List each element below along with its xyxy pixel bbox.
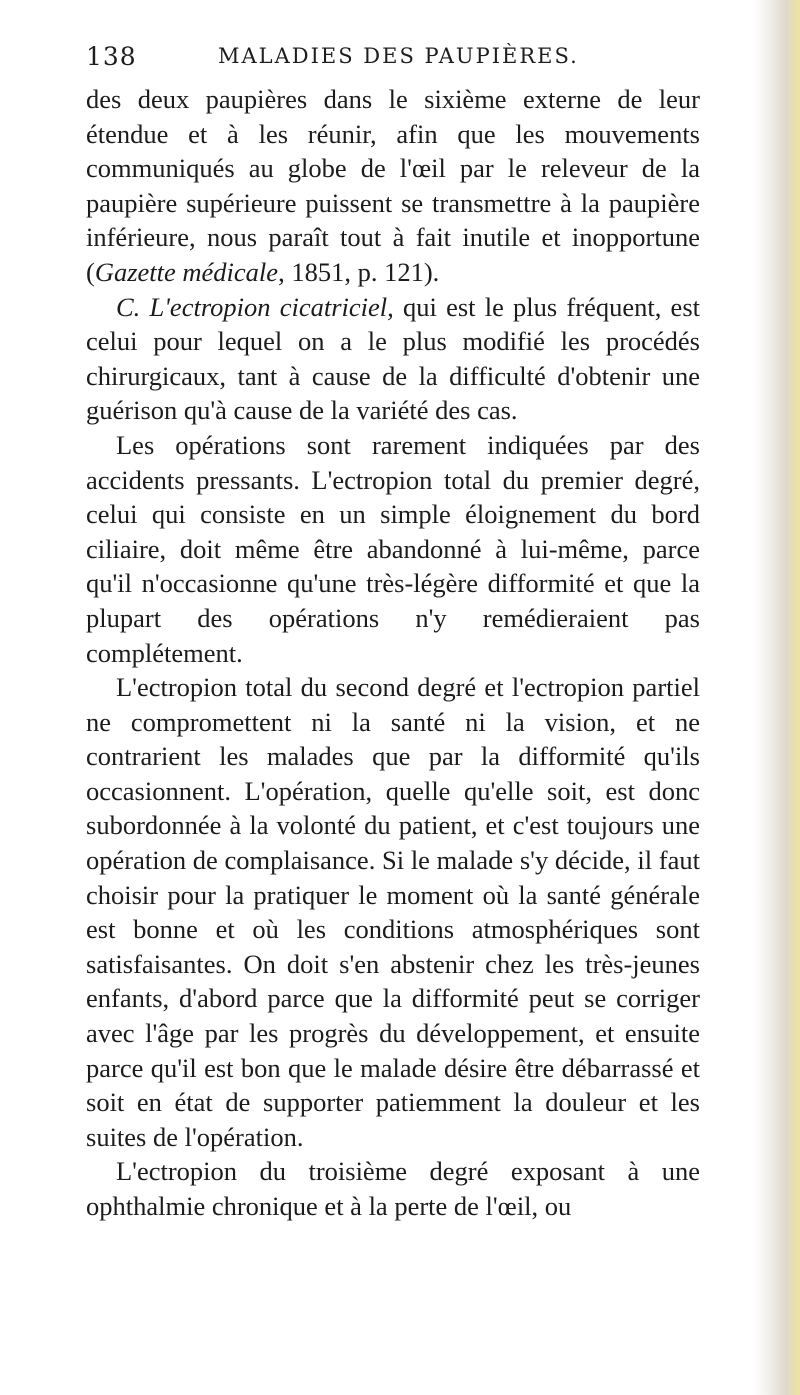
paragraph-text: qui est le plus fréquent, est celui pour lequel on a le plus modifié les procédés chirurgicaux, tant à cause de la difficulté d'obtenir une guérison qu'à cause de la variété des cas. xyxy=(86,291,700,426)
paragraph-ectropion-cicatriciel xyxy=(86,290,700,428)
section-heading: L'ectropion cicatriciel, xyxy=(149,291,394,322)
paragraph-operations: Les opérations sont rarement indiquées par des accidents pressants. L'ectropion total du premier degré, celui qui consiste en un simple éloignement du bord ciliaire, doit même être abandonné à lui-même, parce qu'il n'occasionne qu'une très-légère difformité et que la plupart des opérations n'y remédieraient pas complétement. xyxy=(86,429,700,668)
paragraph-text: des deux paupières dans le sixième externe de leur étendue et à les réunir, afin que les mouvements communiqués au globe de l'œil par le releveur de la paupière supérieure puissent se transmettre à la paupière inférieure, nous paraît tout à fait inutile et inopportune ( xyxy=(86,84,700,287)
page-number: 138 xyxy=(86,42,137,71)
section-label: C. xyxy=(116,291,141,322)
running-title: MALADIES DES PAUPIÈRES. xyxy=(218,44,579,68)
paragraph-third-degree: L'ectropion du troisième degré exposant à une ophthalmie chronique et à la perte de l'œil, ou xyxy=(86,1156,700,1221)
paragraph-second-degree: L'ectropion total du second degré et l'ectropion partiel ne compromettent ni la santé ni la vision, et ne contrarient les malades que par la difformité qu'ils occasionnent. L'opération, quelle qu'elle soit, est donc subordonnée à la volonté du patient, et c'est toujours une opération de complaisance. Si le malade s'y décide, il faut choisir pour la pratiquer le moment où la santé générale est bonne et où les conditions atmosphériques sont satisfaisantes. On doit s'en abstenir chez les très-jeunes enfants, d'abord parce que la difformité peut se corriger avec l'âge par les progrès du développement, et ensuite parce qu'il est bon que le malade désire être débarrassé et soit en état de supporter patiemment la douleur et les suites de l'opération. xyxy=(86,672,700,1152)
paragraph-continuation xyxy=(86,82,700,290)
body-text xyxy=(86,82,700,1224)
page-edge-shadow xyxy=(754,0,800,1395)
page-header xyxy=(86,38,696,78)
citation-title: Gazette médicale xyxy=(94,256,279,287)
citation-details: , 1851, p. 121). xyxy=(278,256,440,287)
